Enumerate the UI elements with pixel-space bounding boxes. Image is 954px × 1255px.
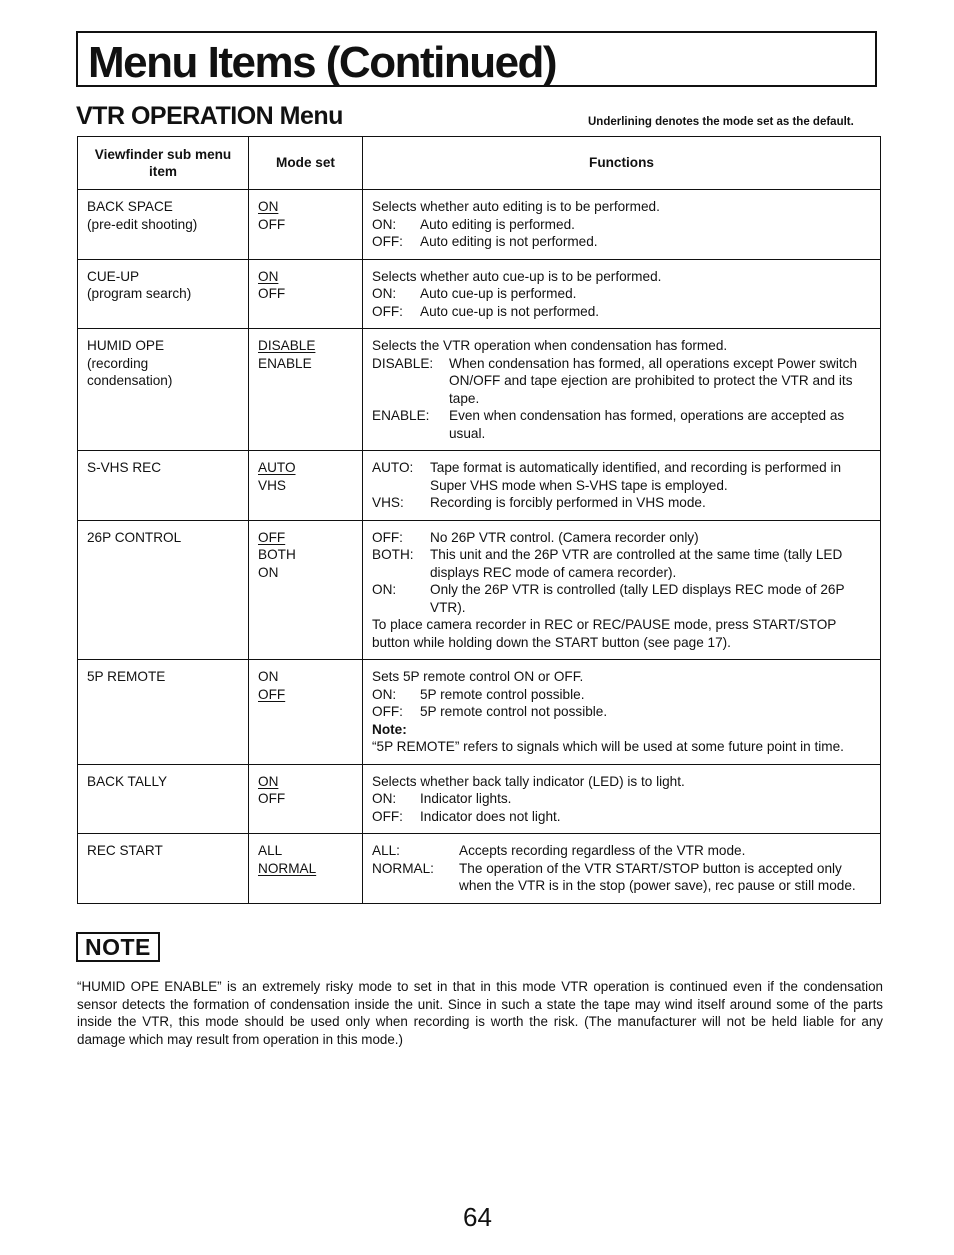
mode-set-cell [249,451,363,521]
default-underline-note: Underlining denotes the mode set as the default. [588,116,854,128]
menu-item-cell [78,329,249,451]
functions-cell [363,660,881,765]
function-option-text: Auto editing is performed. [420,216,575,232]
function-option-text: Indicator does not light. [420,808,561,824]
menu-item-name: (program search) [87,286,192,301]
function-description: Sets 5P remote control ON or OFF. [372,669,584,684]
functions-cell [363,259,881,329]
table-header-row [78,137,881,190]
menu-item-cell [78,660,249,765]
mode-option-default: ON [258,199,279,214]
section-title: VTR OPERATION Menu [76,102,343,130]
function-option-key: OFF: [372,529,403,545]
menu-item-cell [78,190,249,260]
function-description: Selects whether auto cue-up is to be performed. [372,268,662,284]
function-option-key: OFF: [372,234,403,249]
function-option-key: VHS: [372,495,404,510]
function-option-text: Indicator lights. [420,791,512,806]
menu-item-name: BACK TALLY [87,773,168,789]
function-option [372,790,871,808]
mode-option-default: AUTO [258,460,296,475]
mode-option-default: OFF [258,686,286,702]
header-mode-set: Mode set [249,137,363,190]
menu-item-name: 26P CONTROL [87,529,182,545]
function-option [372,703,871,721]
function-option [372,581,871,616]
function-option-key: BOTH: [372,547,414,562]
mode-option-default: NORMAL [258,860,317,876]
menu-item-name: 5P REMOTE [87,669,166,684]
function-option [372,459,871,494]
mode-option-default: ON [258,773,279,789]
functions-cell [363,764,881,834]
mode-option: OFF [258,216,286,232]
function-option-text: The operation of the VTR START/STOP button is accepted only when the VTR is in the stop (power save), rec pause or still mode. [459,860,856,893]
function-option-text: Auto cue-up is not performed. [420,303,600,319]
mode-option-default: DISABLE [258,338,316,353]
table-row [78,764,881,834]
table-row [78,834,881,904]
function-option-key: ON: [372,686,397,702]
mode-option: BOTH [258,547,296,562]
function-description: Selects the VTR operation when condensation has formed. [372,338,728,353]
function-option [372,546,871,581]
function-option-text: This unit and the 26P VTR are controlled at the same time (tally LED displays REC mode of camera recorder). [430,547,843,580]
table-row [78,190,881,260]
function-option [372,355,871,408]
page-title-box [76,31,877,87]
function-option-text: 5P remote control not possible. [420,704,608,719]
function-option-key: OFF: [372,808,403,824]
note-badge: NOTE [76,932,160,962]
function-option-key: ON: [372,791,397,806]
function-option [372,233,871,251]
function-option-key: ALL: [372,843,400,858]
function-option-key: DISABLE: [372,355,434,371]
function-option [372,808,871,826]
function-option-text: Accepts recording regardless of the VTR mode. [459,843,746,858]
function-option-key: ENABLE: [372,408,430,423]
mode-option: ON [258,564,279,580]
function-option [372,303,871,321]
menu-item-name: REC START [87,843,163,858]
menu-item-name: BACK SPACE [87,199,173,214]
function-option-key: AUTO: [372,460,414,475]
note-paragraph: “HUMID OPE ENABLE” is an extremely risky mode to set in that in this mode VTR operation is continued even if the condensation sensor detects the formation of condensation inside the unit. Since in such a state the tape may wind itself around some of the parts inside the VTR, this mode should be used only when recording is worth the risk. (The manufacturer will not be held liable for any damage which may result from operation in this mode.) [77,979,883,1047]
function-option-key: ON: [372,216,397,232]
function-extra-instruction: To place camera recorder in REC or REC/PAUSE mode, press START/STOP button while holding down the START button (see page 17). [372,617,837,650]
menu-item-cell [78,451,249,521]
header-viewfinder-sub-menu-item: Viewfinder sub menu item [78,137,249,190]
function-option-key: OFF: [372,303,403,319]
function-description: Selects whether back tally indicator (LED) is to light. [372,773,685,789]
functions-cell [363,451,881,521]
function-option-text: No 26P VTR control. (Camera recorder only) [430,529,699,545]
function-option [372,842,871,860]
table-row [78,329,881,451]
menu-item-cell [78,520,249,660]
mode-option: ALL [258,843,283,858]
menu-item-cell [78,834,249,904]
menu-item-name: (recording [87,355,149,371]
table-row [78,660,881,765]
function-option-text: Auto cue-up is performed. [420,286,577,301]
functions-cell [363,329,881,451]
page-title: Menu Items (Continued) [88,38,557,87]
menu-item-name: (pre-edit shooting) [87,216,198,232]
mode-set-cell [249,834,363,904]
mode-set-cell [249,764,363,834]
function-note-label: Note: [372,721,407,737]
function-option [372,216,871,234]
mode-option: OFF [258,791,286,806]
functions-cell [363,834,881,904]
function-option-text: Only the 26P VTR is controlled (tally LED displays REC mode of 26P VTR). [430,582,845,615]
vtr-operation-menu-table [77,136,881,904]
function-option-key: ON: [372,582,397,597]
mode-set-cell [249,190,363,260]
menu-item-name: HUMID OPE [87,338,165,353]
function-option-key: OFF: [372,704,403,719]
function-option [372,686,871,704]
function-option [372,860,871,895]
header-functions: Functions [363,137,881,190]
menu-item-name: CUE-UP [87,268,140,284]
mode-option: OFF [258,286,286,301]
functions-cell [363,520,881,660]
function-option [372,494,871,512]
page-number: 64 [463,1202,492,1232]
menu-item-cell [78,259,249,329]
function-option-text: Tape format is automatically identified, and recording is performed in Super VHS mode when S-VHS tape is employed. [430,460,842,493]
table-row [78,520,881,660]
mode-option: ON [258,669,279,684]
function-option [372,285,871,303]
mode-option-default: ON [258,268,279,284]
function-option-text: 5P remote control possible. [420,686,585,702]
function-option-key: NORMAL: [372,860,434,876]
table-row [78,259,881,329]
mode-set-cell [249,259,363,329]
mode-set-cell [249,329,363,451]
function-option-text: Recording is forcibly performed in VHS mode. [430,495,706,510]
mode-set-cell [249,520,363,660]
mode-option-default: OFF [258,529,286,545]
table-row [78,451,881,521]
function-option-text: When condensation has formed, all operations except Power switch ON/OFF and tape ejection are prohibited to protect the VTR and its tape. [449,355,858,406]
mode-option: ENABLE [258,355,312,371]
function-note-text: “5P REMOTE” refers to signals which will be used at some future point in time. [372,739,844,754]
mode-set-cell [249,660,363,765]
function-option-key: ON: [372,286,397,301]
menu-item-name: S-VHS REC [87,460,162,475]
function-option [372,407,871,442]
function-description: Selects whether auto editing is to be performed. [372,199,660,214]
function-option [372,529,871,547]
table-body [78,190,881,904]
menu-item-cell [78,764,249,834]
functions-cell [363,190,881,260]
function-option-text: Auto editing is not performed. [420,234,598,249]
mode-option: VHS [258,477,286,493]
menu-item-name: condensation) [87,373,173,388]
function-option-text: Even when condensation has formed, operations are accepted as usual. [449,408,845,441]
